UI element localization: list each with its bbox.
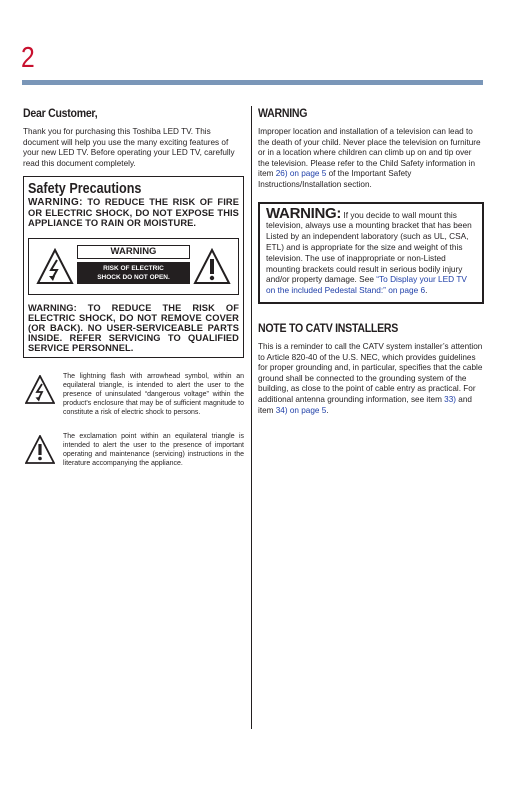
fire-warning-text: TO REDUCE THE RISK OF FIRE OR ELECTRIC SHOCK, DO NOT EXPOSE THIS APPLIANCE TO RAIN OR MOISTURE.	[28, 197, 239, 229]
catv-text-after: .	[326, 405, 329, 415]
exclamation-triangle-icon	[25, 435, 55, 465]
lightning-triangle-icon	[25, 375, 55, 405]
page-number: 2	[21, 42, 35, 74]
warning-label-bar-line1: RISK OF ELECTRIC	[103, 265, 164, 273]
exclamation-triangle-icon	[193, 248, 231, 286]
header-rule	[22, 80, 483, 85]
fire-warning	[28, 197, 239, 228]
lightning-explanation-text: The lightning flash with arrowhead symbol, within an equilateral triangle, is intended to alert the user to the presence of uninsulated “dangerous voltage” within the product's enclosure that may be of sufficient magnitude to constitute a risk of electric shock to persons.	[63, 373, 244, 417]
warning-text	[258, 127, 484, 191]
right-column	[258, 106, 484, 416]
wall-mount-warning-after: .	[425, 285, 428, 296]
catv-text-main: This is a reminder to call the CATV system installer’s attention to Article 820-40 of the U.S. NEC, which provides guidelines for proper grounding and, in particular, specifies that the cable ground shall be connected to the grounding system of the building, as close to the point of cable entry as practical. For additional antenna grounding information, see item	[258, 341, 483, 404]
wall-mount-warning	[266, 204, 476, 296]
item-33-link[interactable]: 33)	[444, 394, 457, 404]
warning-label-center	[77, 245, 190, 284]
catv-text-mid: and item	[258, 394, 472, 415]
warning-text-before: Improper location and installation of a television can lead to the death of your child. Never place the television on furniture or in a location where children can climb up on and tip over the television. Please refer to the Child Safety information in item	[258, 127, 481, 179]
warning-label-graphic	[28, 238, 239, 295]
shock-warning: WARNING: TO REDUCE THE RISK OF ELECTRIC SHOCK, DO NOT REMOVE COVER (OR BACK). NO USER-SERVICEABLE PARTS INSIDE. REFER SERVICING TO QUALIFIED SERVICE PERSONNEL.	[28, 303, 239, 354]
child-safety-link[interactable]: 26) on page 5	[275, 169, 327, 179]
exclamation-explanation	[23, 432, 244, 484]
safety-precautions-box	[23, 176, 244, 358]
catv-text	[258, 342, 484, 416]
item-34-link[interactable]: 34) on page 5	[275, 405, 327, 415]
warning-heading: WARNING	[258, 106, 308, 120]
safety-precautions-title: Safety Precautions	[28, 180, 142, 198]
fire-warning-lead: WARNING:	[28, 197, 83, 209]
warning-label-title: WARNING	[77, 245, 190, 259]
pedestal-stand-link[interactable]: “To Display your LED TV on the included Pedestal Stand:” on page 6	[266, 274, 467, 296]
left-column	[23, 106, 244, 492]
symbol-explanations	[23, 372, 244, 484]
warning-label-bar-line2: SHOCK DO NOT OPEN.	[97, 274, 170, 282]
wall-mount-warning-text: If you decide to wall mount this television, always use a mounting bracket that has been Listed by an independent laboratory (such as UL, CSA, ETL) and is appropriate for the size and weight of this television. The use of inappropriate or non-Listed mounting brackets could result in serious bodily injury and/or property damage. See	[266, 209, 472, 285]
lightning-explanation	[23, 372, 244, 424]
lightning-triangle-icon	[36, 248, 74, 286]
warning-text-after: of the Important Safety Instructions/Installation section.	[258, 169, 412, 189]
wall-mount-warning-lead: WARNING:	[266, 204, 342, 222]
column-divider	[251, 106, 252, 729]
dear-customer-heading: Dear Customer,	[23, 106, 98, 120]
catv-heading: NOTE TO CATV INSTALLERS	[258, 320, 399, 335]
dear-customer-text: Thank you for purchasing this Toshiba LED TV. This document will help you use the many exciting features of your new LED TV. Before operating your LED TV, carefully read this document completely.	[23, 127, 235, 168]
warning-label-bar	[77, 262, 190, 284]
wall-mount-warning-box	[258, 202, 484, 304]
exclamation-explanation-text: The exclamation point within an equilateral triangle is intended to alert the user to the presence of important operating and maintenance (servicing) instructions in the literature accompanying the appliance.	[63, 433, 244, 468]
